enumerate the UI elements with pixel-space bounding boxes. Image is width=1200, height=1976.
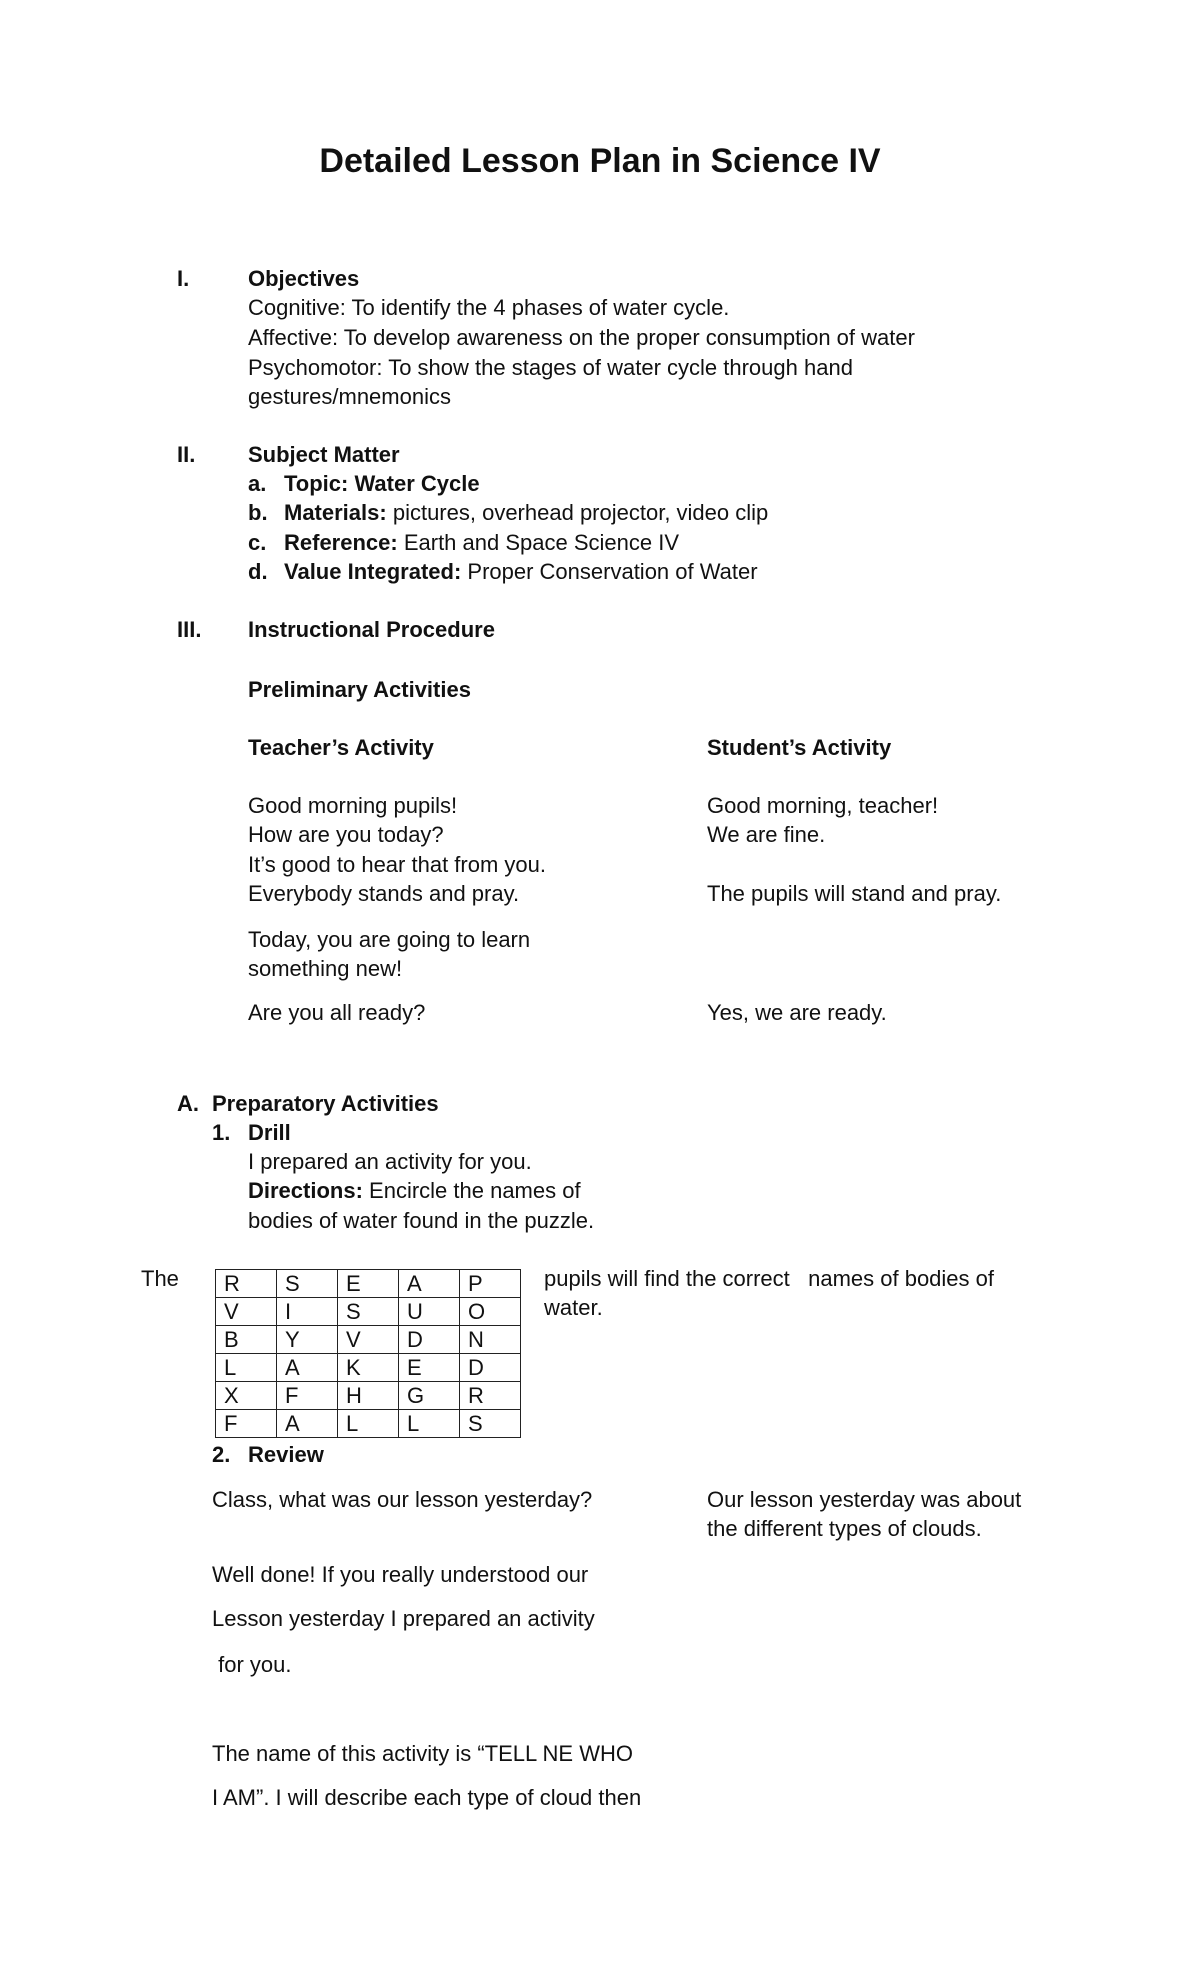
puzzle-row [216, 1326, 521, 1354]
teacher-line: The name of this activity is “TELL NE WHO [212, 1741, 633, 1766]
item-label: Value Integrated: [284, 559, 462, 584]
puzzle-row [216, 1382, 521, 1410]
puzzle-cell: E [399, 1354, 460, 1382]
item-label: Materials: [284, 500, 387, 525]
teacher-line: Lesson yesterday I prepared an activity [212, 1606, 595, 1631]
teacher-line: Everybody stands and pray. [248, 881, 520, 906]
directions-text: Encircle the names of [362, 1178, 581, 1203]
item-value: Proper Conservation of Water [461, 559, 758, 584]
student-line: Our lesson yesterday was about [707, 1487, 1022, 1512]
puzzle-cell: H [338, 1382, 399, 1410]
teacher-line: I AM”. I will describe each type of cloud then [212, 1785, 642, 1810]
puzzle-cell: P [460, 1270, 521, 1298]
puzzle-cell: L [216, 1354, 277, 1382]
word-puzzle-table [215, 1269, 521, 1438]
puzzle-cell: L [338, 1410, 399, 1438]
puzzle-cell: I [277, 1298, 338, 1326]
puzzle-cell: R [460, 1382, 521, 1410]
subheading-preparatory: Preparatory Activities [212, 1091, 439, 1116]
puzzle-cell: D [399, 1326, 460, 1354]
item-letter: d. [248, 559, 268, 584]
puzzle-cell: A [277, 1354, 338, 1382]
review-heading: Review [248, 1442, 324, 1467]
item-value: Earth and Space Science IV [397, 530, 680, 555]
objective-line: Psychomotor: To show the stages of water cycle through hand [248, 355, 853, 380]
puzzle-cell: N [460, 1326, 521, 1354]
puzzle-row [216, 1410, 521, 1438]
puzzle-cell: O [460, 1298, 521, 1326]
item-label: Reference: [284, 530, 398, 555]
puzzle-row [216, 1298, 521, 1326]
puzzle-cell: V [216, 1298, 277, 1326]
student-line: the different types of clouds. [707, 1516, 982, 1541]
subject-item [284, 558, 758, 586]
item-letter: a. [248, 471, 267, 496]
puzzle-cell: V [338, 1326, 399, 1354]
section-heading-objectives: Objectives [248, 266, 360, 291]
puzzle-cell: U [399, 1298, 460, 1326]
subject-item [284, 470, 480, 498]
student-line: We are fine. [707, 822, 826, 847]
puzzle-cell: S [338, 1298, 399, 1326]
objective-line: Cognitive: To identify the 4 phases of water cycle. [248, 295, 730, 320]
puzzle-cell: F [277, 1382, 338, 1410]
section-heading-procedure: Instructional Procedure [248, 617, 495, 642]
puzzle-note: water. [544, 1295, 603, 1320]
puzzle-cell: Y [277, 1326, 338, 1354]
objective-line: Affective: To develop awareness on the proper consumption of water [248, 325, 915, 350]
objective-line: gestures/mnemonics [248, 384, 451, 409]
puzzle-cell: D [460, 1354, 521, 1382]
drill-heading: Drill [248, 1120, 291, 1145]
item-letter: A. [177, 1091, 199, 1116]
puzzle-note: pupils will find the correct names of bodies of [544, 1266, 995, 1291]
directions-line: bodies of water found in the puzzle. [248, 1208, 595, 1233]
puzzle-cell: S [277, 1270, 338, 1298]
puzzle-cell: F [216, 1410, 277, 1438]
puzzle-cell: L [399, 1410, 460, 1438]
puzzle-cell: X [216, 1382, 277, 1410]
puzzle-cell: B [216, 1326, 277, 1354]
teacher-heading: Teacher’s Activity [248, 735, 434, 760]
puzzle-cell: R [216, 1270, 277, 1298]
student-line: Yes, we are ready. [707, 1000, 887, 1025]
left-word: The [141, 1266, 179, 1291]
subheading-prelim: Preliminary Activities [248, 677, 471, 702]
item-value: pictures, overhead projector, video clip [386, 500, 769, 525]
puzzle-cell: K [338, 1354, 399, 1382]
puzzle-row [216, 1270, 521, 1298]
puzzle-cell: E [338, 1270, 399, 1298]
item-letter: b. [248, 500, 268, 525]
item-label: Topic: Water Cycle [284, 471, 480, 496]
student-heading: Student’s Activity [707, 735, 892, 760]
directions-label: Directions: [248, 1178, 363, 1203]
puzzle-cell: A [277, 1410, 338, 1438]
document-title: Detailed Lesson Plan in Science IV [319, 142, 881, 180]
item-number: 2. [212, 1442, 231, 1467]
teacher-line: Good morning pupils! [248, 793, 458, 818]
section-heading-subject: Subject Matter [248, 442, 400, 467]
section-number: II. [177, 442, 196, 467]
teacher-line: Today, you are going to learn [248, 927, 531, 952]
teacher-line: Class, what was our lesson yesterday? [212, 1487, 593, 1512]
teacher-line: How are you today? [248, 822, 444, 847]
drill-line: I prepared an activity for you. [248, 1149, 532, 1174]
puzzle-cell: G [399, 1382, 460, 1410]
puzzle-cell: S [460, 1410, 521, 1438]
teacher-line: Well done! If you really understood our [212, 1562, 589, 1587]
directions [248, 1177, 581, 1205]
puzzle-cell: A [399, 1270, 460, 1298]
student-line: The pupils will stand and pray. [707, 881, 1002, 906]
student-line: Good morning, teacher! [707, 793, 939, 818]
subject-item [284, 529, 679, 557]
puzzle-row [216, 1354, 521, 1382]
teacher-line: It’s good to hear that from you. [248, 852, 546, 877]
subject-item [284, 499, 768, 527]
teacher-line: something new! [248, 956, 403, 981]
section-number: I. [177, 266, 190, 291]
item-number: 1. [212, 1120, 231, 1145]
section-number: III. [177, 617, 202, 642]
item-letter: c. [248, 530, 267, 555]
teacher-line: Are you all ready? [248, 1000, 426, 1025]
teacher-line: for you. [212, 1652, 292, 1677]
